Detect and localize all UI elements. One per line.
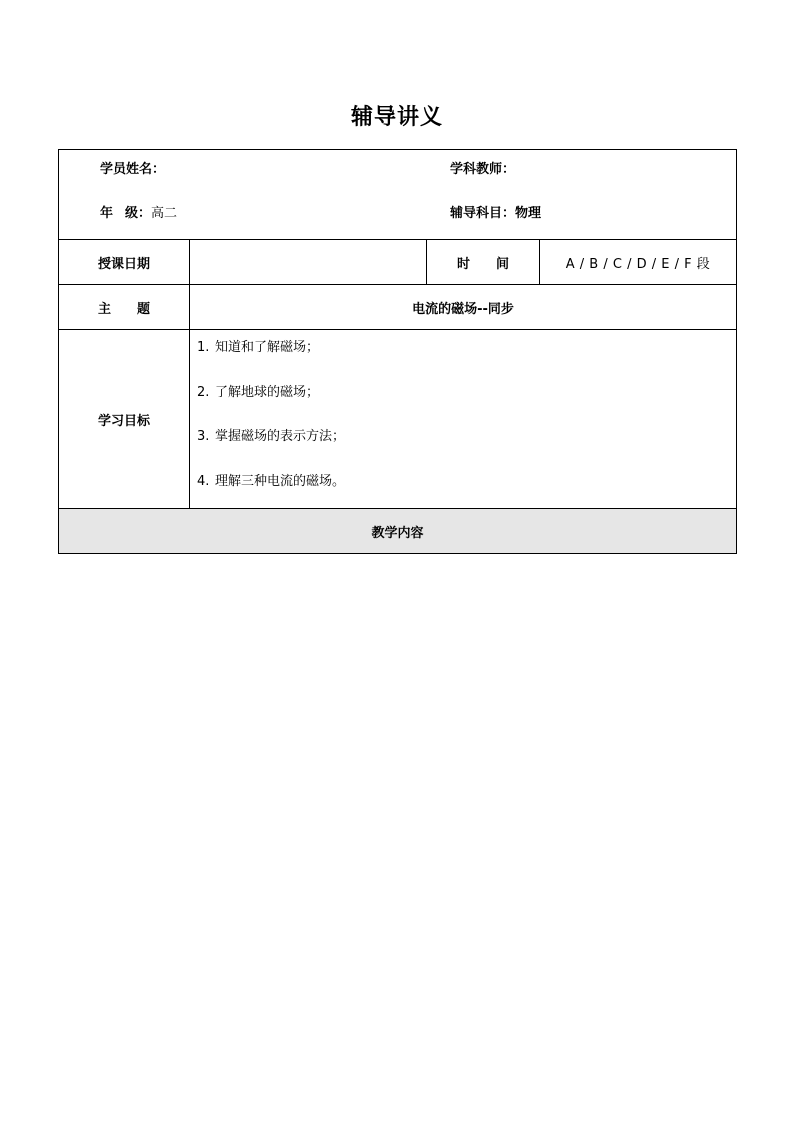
goal-item: 3. 掌握磁场的表示方法；	[197, 429, 346, 444]
teaching-content-row	[59, 509, 737, 554]
goals-label: 学习目标	[59, 330, 190, 509]
grade-label-part1: 年	[100, 206, 114, 221]
grade-value: 高二	[151, 206, 178, 221]
time-label: 时 间	[427, 240, 540, 285]
student-info-cell	[59, 150, 737, 240]
subject-field	[450, 202, 541, 221]
tutoring-form-table	[58, 149, 737, 554]
goals-list-cell	[190, 330, 737, 509]
student-info-row	[59, 150, 737, 240]
date-label: 授课日期	[59, 240, 190, 285]
goals-list	[190, 330, 736, 508]
student-name-label: 学员姓名：	[100, 162, 166, 177]
goal-item: 2. 了解地球的磁场；	[197, 384, 320, 400]
grade-label-part2: 级：	[125, 206, 152, 221]
goals-row	[59, 330, 737, 509]
time-slot-value: A / B / C / D / E / F 段	[540, 240, 737, 285]
subject-label: 辅导科目：	[450, 206, 516, 221]
theme-label: 主 题	[59, 285, 190, 330]
theme-row	[59, 285, 737, 330]
grade-field	[100, 202, 177, 221]
document-title: 辅导讲义	[350, 105, 443, 130]
subject-value: 物理	[515, 206, 542, 221]
date-value-cell[interactable]	[190, 240, 427, 285]
goal-item: 4. 理解三种电流的磁场。	[197, 473, 346, 489]
goal-item: 1. 知道和了解磁场；	[197, 340, 320, 355]
teacher-field	[450, 158, 515, 177]
teaching-content-header: 教学内容	[59, 509, 737, 554]
student-name-field	[100, 158, 165, 177]
teacher-label: 学科教师：	[450, 162, 516, 177]
theme-value: 电流的磁场--同步	[190, 285, 737, 330]
schedule-row	[59, 240, 737, 285]
